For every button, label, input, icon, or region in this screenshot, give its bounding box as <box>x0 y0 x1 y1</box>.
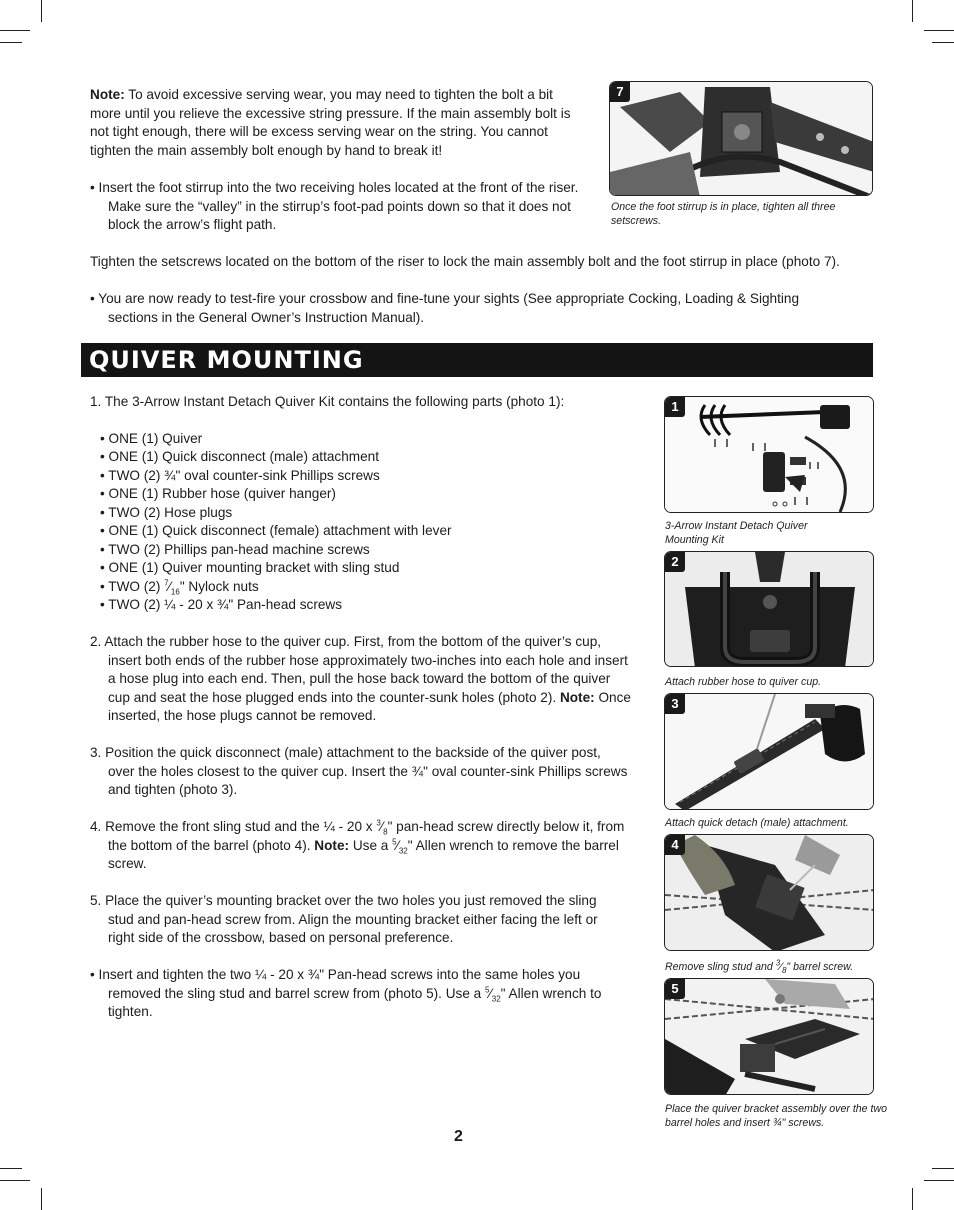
fraction-numerator: 3 <box>376 818 381 828</box>
photo-2-image <box>665 552 874 667</box>
fraction-denominator: 16 <box>170 587 180 597</box>
photo-1-badge: 1 <box>665 397 685 417</box>
note-text: To avoid excessive serving wear, you may need to tighten the bolt a bit more until you relieve the excessive string pressure. If the main assembly bolt is not tight enough, there will be excess serving wear on the string. You cannot tighten the main assembly bolt enough by hand to break it! <box>90 87 571 158</box>
photo-3-badge: 3 <box>665 694 685 714</box>
step-2-note-label: Note: <box>559 689 595 705</box>
step-4: 4. Remove the front sling stud and the ¼ - 20 x $^3⁄_8$" pan-head screw directly below it, from the bottom of the barrel (photo 4). Note: Use a $^5⁄_{32}$" Allen wrench to remove the barrel screw. <box>90 818 625 871</box>
step-2-note-text: Once inserted, the hose plugs cannot be removed. <box>108 689 631 723</box>
part-item: • ONE (1) Quiver <box>100 431 203 446</box>
photo-4-caption: Remove sling stud and $^3⁄_8$" barrel screw. <box>665 958 854 976</box>
fraction-denominator: 32 <box>491 994 501 1004</box>
step-2 <box>90 633 635 726</box>
bullet-insert: • Insert and tighten the two ¼ - 20 x ¾" Pan-head screws into the same holes you removed the sling stud and barrel screw from (photo 5). Use a $^5⁄_{32}$" Allen wrench to tighten. <box>90 967 602 1019</box>
setscrews-paragraph: Tighten the setscrews located on the bottom of the riser to lock the main assembly bolt and the foot stirrup in place (photo 7). <box>90 254 840 269</box>
part-item: • TWO (2) Phillips pan-head machine screws <box>100 542 370 557</box>
step-5: 5. Place the quiver’s mounting bracket over the two holes you just removed the sling stud and pan-head screw from. Align the mounting bracket either facing the left or right side of the crossbow, based on personal preference. <box>90 893 598 945</box>
part-item: • TWO (2) ¼ - 20 x ¾" Pan-head screws <box>100 597 343 612</box>
part-item: • TWO (2) ¾" oval counter-sink Phillips screws <box>100 468 380 483</box>
photo-2-caption: Attach rubber hose to quiver cup. <box>665 676 822 688</box>
photo-4 <box>664 834 874 951</box>
fraction-denominator: 8 <box>781 966 787 976</box>
fraction-numerator: 5 <box>392 836 397 846</box>
photo-3-caption: Attach quick detach (male) attachment. <box>665 817 849 829</box>
step-1: 1. The 3-Arrow Instant Detach Quiver Kit contains the following parts (photo 1): <box>90 394 565 409</box>
photo-1-caption: 3-Arrow Instant Detach Quiver Mounting Kit <box>665 520 808 546</box>
part-item: • TWO (2) Hose plugs <box>100 505 233 520</box>
bullet-insert-text-b: " Allen wrench to tighten. <box>108 985 602 1019</box>
part-item-prefix: • TWO (2) <box>100 579 165 594</box>
step-4-text-c: Use a <box>349 837 393 853</box>
photo-5-badge: 5 <box>665 979 685 999</box>
photo-4-caption-a: Remove sling stud and <box>665 961 776 973</box>
photo-5-image <box>665 979 874 1095</box>
fraction-denominator: 32 <box>398 846 408 856</box>
fraction-numerator: 7 <box>164 578 169 588</box>
photo-7 <box>609 81 873 196</box>
note-label: Note: <box>90 87 125 102</box>
section-header <box>81 343 873 377</box>
photo-3 <box>664 693 874 810</box>
page-number: 2 <box>454 1128 463 1145</box>
bullet-ready: • You are now ready to test-fire your crossbow and fine-tune your sights (See appropriate Cocking, Loading & Sighting sections in the General Owner’s Instruction Manual). <box>90 291 800 325</box>
step-4-text-d: " Allen wrench to remove the barrel screw. <box>108 837 619 871</box>
step-4-text-b: " pan-head screw directly below it, from the bottom of the barrel (photo 4). <box>108 819 625 853</box>
photo-1-image <box>665 397 874 513</box>
photo-7-image <box>610 82 873 196</box>
part-item-suffix: " Nylock nuts <box>179 579 259 594</box>
photo-5 <box>664 978 874 1095</box>
photo-1 <box>664 396 874 513</box>
note-paragraph <box>90 86 582 160</box>
step-4-text-a: 4. Remove the front sling stud and the ¼ - 20 x <box>90 819 377 834</box>
section-title: QUIVER MOUNTING <box>89 346 364 374</box>
part-item: • ONE (1) Quiver mounting bracket with sling stud <box>100 560 400 575</box>
part-item: • TWO (2) $^7⁄_{16}$" Nylock nuts <box>100 578 259 597</box>
photo-4-badge: 4 <box>665 835 685 855</box>
photo-7-badge: 7 <box>610 82 630 102</box>
photo-7-caption: Once the foot stirrup is in place, tighten all three setscrews. <box>611 201 836 227</box>
photo-4-caption-b: " barrel screw. <box>786 961 854 973</box>
photo-2 <box>664 551 874 667</box>
fraction-denominator: 8 <box>383 827 388 837</box>
bullet-insert-text-a: • Insert and tighten the two ¼ - 20 x ¾" Pan-head screws into the same holes you removed the sling stud and barrel screw from (photo 5). Use a <box>90 967 581 1001</box>
photo-3-image <box>665 694 874 810</box>
part-item: • ONE (1) Quick disconnect (male) attachment <box>100 449 379 464</box>
step-4-note-label: Note: <box>314 837 350 853</box>
bullet-stirrup: • Insert the foot stirrup into the two receiving holes located at the front of the riser. Make sure the “valley” in the stirrup’s foot-pad points down so that it does not block the arrow’s flight path. <box>90 180 579 232</box>
step-3: 3. Position the quick disconnect (male) attachment to the backside of the quiver post, over the holes closest to the quiver cup. Insert the ¾" oval counter-sink Phillips screws and tighten (photo 3). <box>90 745 628 797</box>
photo-5-caption: Place the quiver bracket assembly over the two barrel holes and insert ¾" screws. <box>665 1103 887 1129</box>
step-2-text: 2. Attach the rubber hose to the quiver cup. First, from the bottom of the quiver’s cup, insert both ends of the rubber hose approximately two-inches into each hole and insert a hose plug into each end. Then, pull the hose back toward the bottom of the quiver cup and seat the hose plugged ends into the counter-sunk holes (photo 2). <box>90 634 628 705</box>
fraction-numerator: 5 <box>485 984 490 994</box>
photo-4-image <box>665 835 874 951</box>
part-item: • ONE (1) Rubber hose (quiver hanger) <box>100 486 336 501</box>
photo-2-badge: 2 <box>665 552 685 572</box>
part-item: • ONE (1) Quick disconnect (female) attachment with lever <box>100 523 452 538</box>
fraction-numerator: 3 <box>775 958 781 968</box>
